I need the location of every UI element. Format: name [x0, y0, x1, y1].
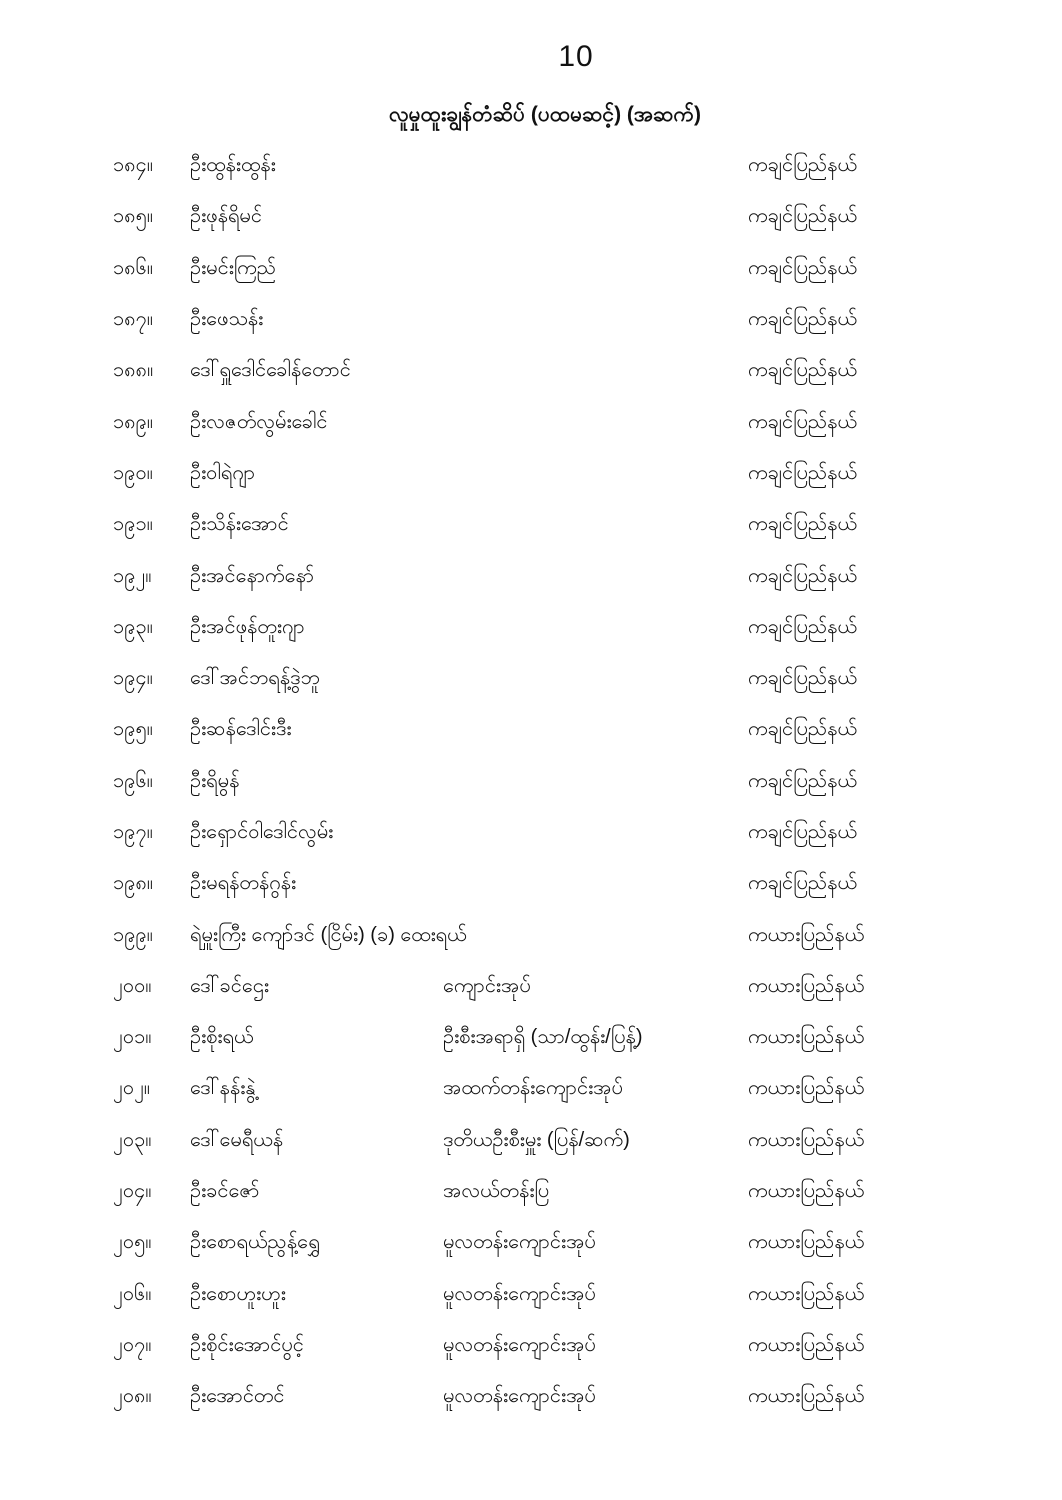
recipient-region: ကချင်ပြည်နယ် [748, 205, 857, 228]
list-item [0, 550, 1062, 601]
recipient-region: ကယားပြည်နယ် [748, 1333, 865, 1356]
recipient-region: ကချင်ပြည်နယ် [748, 769, 857, 792]
list-item [0, 909, 1062, 960]
recipient-name: ဦးလဇတ်လွမ်းခေါင် [190, 410, 328, 433]
list-item [0, 807, 1062, 858]
list-item [0, 140, 1062, 191]
recipient-region: ကချင်ပြည်နယ် [748, 821, 857, 843]
recipient-name: ဦးသိန်းအောင် [190, 513, 289, 536]
serial-number: ၁၉၃။ [113, 615, 153, 638]
recipient-region: ကချင်ပြည်နယ် [748, 872, 857, 895]
list-item [0, 1320, 1062, 1371]
recipient-position: ဒုတိယဦးစီးမှူး (ပြန်/ဆက်) [443, 1128, 630, 1151]
list-item [0, 653, 1062, 704]
page-number: 10 [558, 40, 594, 73]
serial-number: ၂၀၀။ [113, 974, 152, 997]
recipient-name: ဒေါ်ခင်ဌေး [190, 974, 269, 997]
list-item [0, 499, 1062, 550]
serial-number: ၂၀၅။ [113, 1231, 152, 1254]
serial-number: ၁၉၆။ [113, 769, 153, 792]
list-item [0, 294, 1062, 345]
recipient-position: ဦးစီးအရာရှိ (သာ/ထွန်း/ပြန့်) [443, 1026, 643, 1049]
recipient-name: ဦးဆန်ဒေါင်းဒီး [190, 718, 292, 741]
recipient-region: ကချင်ပြည်နယ် [748, 256, 857, 279]
list-item [0, 1012, 1062, 1063]
serial-number: ၂၀၈။ [113, 1385, 152, 1408]
recipient-name: ဒေါ်နန်းနွဲ့ [190, 1077, 256, 1100]
recipient-region: ကယားပြည်နယ် [748, 1077, 865, 1100]
recipient-region: ကချင်ပြည်နယ် [748, 718, 857, 741]
list-item [0, 1166, 1062, 1217]
recipient-name: ဦးဝါရဲဂျာ [190, 461, 256, 484]
list-item [0, 345, 1062, 396]
recipient-region: ကယားပြည်နယ် [748, 1231, 865, 1254]
list-item [0, 1217, 1062, 1268]
list-item [0, 756, 1062, 807]
list-item [0, 1371, 1062, 1422]
list-item [0, 704, 1062, 755]
recipient-name: ဦးထွန်းထွန်း [190, 154, 276, 177]
recipient-name: ဦးအင်ဖုန်တူးဂျာ [190, 615, 305, 638]
recipient-name: ဦးဖေသန်း [190, 308, 264, 331]
serial-number: ၁၈၄။ [113, 154, 153, 177]
list-item [0, 961, 1062, 1012]
recipient-region: ကယားပြည်နယ် [748, 1180, 865, 1203]
list-item [0, 1063, 1062, 1114]
serial-number: ၁၉၄။ [113, 667, 153, 690]
serial-number: ၂၀၆။ [113, 1282, 152, 1305]
recipient-region: ကယားပြည်နယ် [748, 923, 865, 946]
recipient-region: ကချင်ပြည်နယ် [748, 513, 857, 536]
recipient-region: ကယားပြည်နယ် [748, 1026, 865, 1049]
recipient-name: ဒေါ်အင်ဘရန့်ဒွဲဘူ [190, 667, 320, 690]
serial-number: ၁၈၅။ [113, 205, 153, 228]
recipient-name: ဦးစောဟူးဟူး [190, 1282, 286, 1305]
recipient-name: ဦးခင်ဇော် [190, 1180, 260, 1203]
recipient-region: ကယားပြည်နယ် [748, 1385, 865, 1408]
recipient-name: ဦးစိုးရယ် [190, 1026, 254, 1049]
serial-number: ၁၉၂။ [113, 564, 152, 587]
recipient-name: ဦးအင်နောက်နော် [190, 564, 315, 587]
recipient-name: ဦးရှောင်ဝါဒေါင်လွမ်း [190, 821, 334, 843]
recipient-position: မူလတန်းကျောင်းအုပ် [443, 1385, 596, 1408]
recipient-region: ကချင်ပြည်နယ် [748, 564, 857, 587]
list-item [0, 1269, 1062, 1320]
serial-number: ၂၀၃။ [113, 1128, 152, 1151]
recipient-region: ကချင်ပြည်နယ် [748, 359, 857, 382]
serial-number: ၂၀၂။ [113, 1077, 150, 1100]
serial-number: ၁၉၈။ [113, 872, 153, 895]
recipient-region: ကချင်ပြည်နယ် [748, 308, 857, 331]
list-item [0, 448, 1062, 499]
list-item [0, 396, 1062, 447]
serial-number: ၁၉၁။ [113, 513, 153, 536]
serial-number: ၁၉၉။ [113, 923, 153, 946]
document-title: လူမှုထူးချွန်တံဆိပ် (ပထမဆင့်) (အဆက်) [388, 103, 702, 126]
list-item [0, 1115, 1062, 1166]
recipient-region: ကချင်ပြည်နယ် [748, 410, 857, 433]
recipient-region: ကယားပြည်နယ် [748, 974, 865, 997]
serial-number: ၁၈၈။ [113, 359, 154, 382]
recipient-name: ဦးရိမွန် [190, 769, 240, 792]
recipient-name: ဦးစောရယ်ညွန့်ရွှေ [190, 1231, 320, 1254]
recipient-name: ဦးစိုင်းအောင်ပွင့် [190, 1333, 304, 1356]
serial-number: ၁၈၇။ [113, 308, 153, 331]
recipient-position: မူလတန်းကျောင်းအုပ် [443, 1231, 596, 1254]
recipient-region: ကချင်ပြည်နယ် [748, 667, 857, 690]
list-item [0, 243, 1062, 294]
serial-number: ၁၉၀။ [113, 461, 153, 484]
recipient-name: ဒေါ်မေရီယန် [190, 1128, 284, 1151]
recipient-list [0, 140, 1062, 1422]
serial-number: ၂၀၄။ [113, 1180, 152, 1203]
recipient-name: ဦးအောင်တင် [190, 1385, 285, 1408]
serial-number: ၁၉၇။ [113, 821, 153, 843]
list-item [0, 191, 1062, 242]
serial-number: ၂၀၁။ [113, 1026, 152, 1049]
serial-number: ၁၈၆။ [113, 256, 153, 279]
recipient-name: ဦးဖုန်ရိမင် [190, 205, 262, 228]
list-item [0, 858, 1062, 909]
recipient-name: ရဲမှူးကြီး ကျော်ဒင် (ငြိမ်း) (ခ) ထေးရယ် [190, 923, 467, 946]
recipient-name: ဦးမရန်တန်ဂွန်း [190, 872, 297, 895]
recipient-position: အလယ်တန်းပြ [443, 1180, 550, 1203]
serial-number: ၁၈၉။ [113, 410, 153, 433]
serial-number: ၂၀၇။ [113, 1333, 152, 1356]
recipient-position: ကျောင်းအုပ် [443, 974, 531, 997]
recipient-position: အထက်တန်းကျောင်းအုပ် [443, 1077, 623, 1100]
recipient-region: ကယားပြည်နယ် [748, 1282, 865, 1305]
recipient-position: မူလတန်းကျောင်းအုပ် [443, 1282, 596, 1305]
recipient-region: ကချင်ပြည်နယ် [748, 154, 857, 177]
recipient-position: မူလတန်းကျောင်းအုပ် [443, 1333, 596, 1356]
serial-number: ၁၉၅။ [113, 718, 153, 741]
recipient-region: ကချင်ပြည်နယ် [748, 461, 857, 484]
recipient-region: ကယားပြည်နယ် [748, 1128, 865, 1151]
recipient-name: ဦးမင်းကြည် [190, 256, 277, 279]
list-item [0, 602, 1062, 653]
recipient-name: ဒေါ်ရှူဒေါင်ခေါန်တောင် [190, 359, 351, 382]
recipient-region: ကချင်ပြည်နယ် [748, 615, 857, 638]
